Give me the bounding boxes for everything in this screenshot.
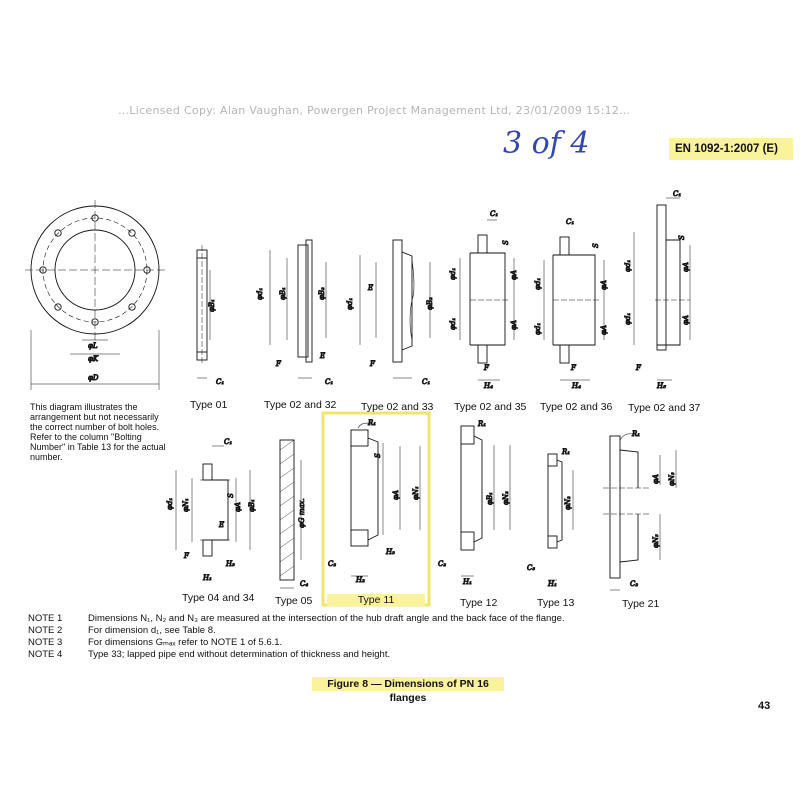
dim-type0235-c1: C₁ xyxy=(490,210,499,218)
dim-type0434-h3: H₃ xyxy=(226,560,235,568)
dim-type13-r1: R₁ xyxy=(562,448,571,456)
note-1: NOTE 1 Dimensions N₁, N₂ and N₃ are measured at the intersection of the hub draft angle and the back face of the flange. xyxy=(28,613,565,624)
dim-type12-n2: φN₂ xyxy=(502,491,510,505)
dim-type0237-f: F xyxy=(636,364,641,372)
flange-type-13 xyxy=(548,454,573,580)
dim-type0235-a-bottom: φA xyxy=(510,320,518,330)
caption-type-13: Type 13 xyxy=(537,597,575,609)
dim-type12-h1: H₁ xyxy=(463,578,472,586)
caption-type-04-34: Type 04 and 34 xyxy=(182,592,255,604)
dim-type0434-s: S xyxy=(227,493,235,498)
dim-type0232-b1: φB₁ xyxy=(279,287,287,300)
dim-type0235-a-top: φA xyxy=(510,270,518,280)
dim-type0237-c1: C₁ xyxy=(673,190,682,198)
type-11-highlight-frame xyxy=(323,413,429,605)
dim-type11-r1: R₁ xyxy=(368,419,377,427)
note-3: NOTE 3 For dimensions Gₘₐₓ refer to NOTE 1 of 5.6.1. xyxy=(28,637,283,648)
dim-type0434-b1: φB₁ xyxy=(248,499,256,512)
flange-type-02-32 xyxy=(270,240,326,378)
dim-type0235-f: F xyxy=(484,364,489,372)
dim-type0236-d1-top: φd₁ xyxy=(534,277,542,290)
dim-type0237-d1-bottom: φd₁ xyxy=(624,312,632,325)
dim-type0237-d1-top: φd₁ xyxy=(624,259,632,272)
dim-type05-g: φG max. xyxy=(298,498,306,528)
dim-type0236-s: S xyxy=(592,243,600,248)
dim-type21-n3-top: φN₃ xyxy=(668,472,676,486)
dim-type05-c4: C₄ xyxy=(300,580,309,588)
dim-type13-c3: C₃ xyxy=(527,564,536,572)
dim-type0237-a-top: φA xyxy=(682,262,690,272)
dim-phi-d: φD xyxy=(88,374,99,382)
dim-type21-n3-bottom: φN₃ xyxy=(652,534,660,548)
dim-type0236-f: F xyxy=(571,364,576,372)
flange-type-02-33 xyxy=(360,240,430,378)
caption-type-02-36: Type 02 and 36 xyxy=(540,401,613,413)
dim-type13-h1: H₁ xyxy=(548,580,557,588)
dim-type12-b1: φB₁ xyxy=(486,492,494,505)
caption-type-01: Type 01 xyxy=(190,399,228,411)
dim-type0233-e: E xyxy=(368,284,374,292)
dim-type0232-f: F xyxy=(276,360,281,368)
dim-type12-r1: R₁ xyxy=(478,420,487,428)
dim-type0232-c1: C₁ xyxy=(325,378,334,386)
dim-type11-n1: φN₁ xyxy=(412,486,420,500)
dim-type0237-s: S xyxy=(678,235,686,240)
caption-type-05: Type 05 xyxy=(275,595,313,607)
caption-type-02-33: Type 02 and 33 xyxy=(361,401,434,413)
caption-type-02-35: Type 02 and 35 xyxy=(454,401,527,413)
figure-caption: Figure 8 — Dimensions of PN 16 flanges xyxy=(312,677,504,691)
caption-type-02-32: Type 02 and 32 xyxy=(264,399,337,411)
dim-type21-a: φA xyxy=(652,474,660,484)
dim-type0235-d1-top: φd₁ xyxy=(449,267,457,280)
dim-type0235-h4: H₄ xyxy=(484,382,493,390)
dim-phi-k: φK xyxy=(88,355,99,363)
dim-type0236-h4: H₄ xyxy=(572,382,581,390)
caption-type-02-37: Type 02 and 37 xyxy=(628,402,701,414)
dim-type11-s: S xyxy=(374,453,382,458)
caption-type-21: Type 21 xyxy=(622,598,660,610)
dim-type11-a: φA xyxy=(392,490,400,500)
dim-type0434-d1: φd₁ xyxy=(166,497,174,510)
dim-type0237-h5: H₅ xyxy=(657,382,666,390)
dim-type0232-d1: φd₁ xyxy=(256,287,264,300)
dim-type0434-n1: φN₁ xyxy=(182,498,190,512)
caption-type-12: Type 12 xyxy=(460,597,498,609)
dim-type01-b1: φB₁ xyxy=(208,299,216,312)
dim-type0236-d1-bottom: φd₁ xyxy=(534,322,542,335)
dim-type0233-d1: φd₁ xyxy=(346,297,354,310)
dim-type0235-s: S xyxy=(502,240,510,245)
dim-type0232-b2: φB₂ xyxy=(318,287,326,300)
notes-list xyxy=(28,613,565,661)
handwritten-page-mark: 3 of 4 xyxy=(503,126,590,161)
dim-type12-c2: C₂ xyxy=(438,560,447,568)
note-4: NOTE 4 Type 33; lapped pipe end without determination of thickness and height. xyxy=(28,649,391,660)
page-number: 43 xyxy=(758,700,771,712)
dim-type11-h3: H₃ xyxy=(386,548,395,556)
dim-type0236-c1: C₁ xyxy=(566,218,575,226)
dim-type13-n2: φN₂ xyxy=(564,496,572,510)
licensed-copy-watermark: …Licensed Copy: Alan Vaughan, Powergen Project Management Ltd, 23/01/2009 15:12… xyxy=(118,104,631,117)
dim-type21-c2: C₂ xyxy=(630,580,639,588)
dim-type0233-c1: C₁ xyxy=(422,378,431,386)
dim-type11-c2: C₂ xyxy=(328,560,337,568)
flange-type-02-36 xyxy=(544,237,604,380)
dim-type01-c1: C₁ xyxy=(216,378,225,386)
dim-type0434-f: F xyxy=(184,552,189,560)
flange-type-21 xyxy=(603,434,676,590)
dim-type0236-a-top: φA xyxy=(600,280,608,290)
dim-type0233-b2: φB₂ xyxy=(426,297,434,310)
caption-type-11: Type 11 xyxy=(327,594,425,606)
dim-type0235-d1-bottom: φd₁ xyxy=(449,317,457,330)
dim-phi-l: φL xyxy=(88,342,98,350)
dim-type0236-a-bottom: φA xyxy=(600,325,608,335)
dim-type0434-c1: C₁ xyxy=(224,438,233,446)
standard-reference: EN 1092-1:2007 (E) xyxy=(669,138,793,160)
dim-type0434-a: φA xyxy=(234,502,242,512)
diagram-description: This diagram illustrates the arrangement but not necessarily the correct number of bolt holes. Refer to the column "Bolting Number" in Table 13 for the actual number. xyxy=(30,402,166,462)
note-2: NOTE 2 For dimension d₁, see Table 8. xyxy=(28,625,216,636)
dim-type0233-f: F xyxy=(370,360,375,368)
dim-type0232-e: E xyxy=(320,352,326,360)
dim-type11-h2: H₂ xyxy=(356,576,365,584)
dim-type21-r1: R₁ xyxy=(632,430,641,438)
dim-type0434-h1: H₁ xyxy=(203,574,212,582)
dim-type0434-e: E xyxy=(219,521,225,529)
dim-type0237-a-bottom: φA xyxy=(682,315,690,325)
flange-type-02-37 xyxy=(634,198,690,380)
